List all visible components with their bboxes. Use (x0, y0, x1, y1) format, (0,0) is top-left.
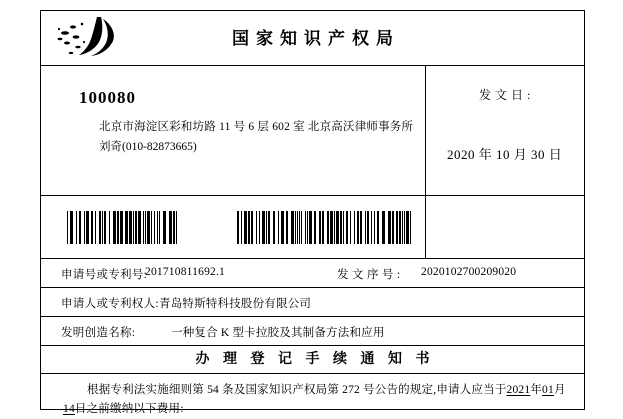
address-and-date-row (41, 66, 584, 196)
body-year-unit: 年 (530, 384, 543, 396)
applicant-label: 申请人或专利权人: (61, 298, 159, 310)
body-month-unit: 月 (553, 384, 566, 396)
deadline-year: 2021 (506, 384, 531, 396)
address-line-2: 刘奇(010-82873665) (99, 141, 197, 153)
document-header (41, 11, 584, 66)
serial-number-label: 发 文 序 号 : (337, 269, 401, 281)
barcode-cell (41, 196, 426, 259)
body-text-part-1: 根据专利法实施细则第 54 条及国家知识产权局第 272 号公告的规定,申请人应当于 (87, 384, 507, 396)
issue-date-label: 发 文 日 : (479, 88, 531, 102)
notice-body-paragraph (63, 381, 568, 419)
page-title: 国家知识产权局 (232, 29, 400, 48)
application-number-row (41, 259, 584, 288)
barcode-application-number-icon (67, 211, 178, 244)
issue-date-block (427, 66, 585, 196)
deadline-day: 14 (63, 403, 75, 415)
addressee-block (41, 66, 426, 196)
applicant-value: 青岛特斯特科技股份有限公司 (159, 298, 312, 310)
application-number-value: 201710811692.1 (145, 266, 225, 278)
notice-title: 办 理 登 记 手 续 通 知 书 (195, 352, 435, 367)
body-text-part-2: 日之前缴纳以下费用: (74, 403, 184, 415)
barcode-serial-number-icon (237, 211, 412, 244)
address-line-1: 北京市海淀区彩和坊路 11 号 6 层 602 室 北京高沃律师事务所 (99, 121, 414, 133)
barcode-row (41, 196, 584, 259)
issue-date-value: 2020 年 10 月 30 日 (447, 147, 563, 162)
serial-number-value: 2020102700209020 (421, 266, 517, 278)
invention-value: 一种复合 K 型卡拉胶及其制备方法和应用 (171, 327, 385, 339)
document-frame (40, 10, 585, 415)
applicant-row (41, 288, 584, 317)
postcode: 100080 (79, 88, 136, 107)
invention-row (41, 317, 584, 346)
invention-label: 发明创造名称: (61, 327, 136, 339)
deadline-month: 01 (542, 384, 554, 396)
application-number-label: 申请号或专利号: (61, 269, 148, 281)
notice-title-row (41, 346, 584, 374)
notice-body (41, 374, 584, 415)
